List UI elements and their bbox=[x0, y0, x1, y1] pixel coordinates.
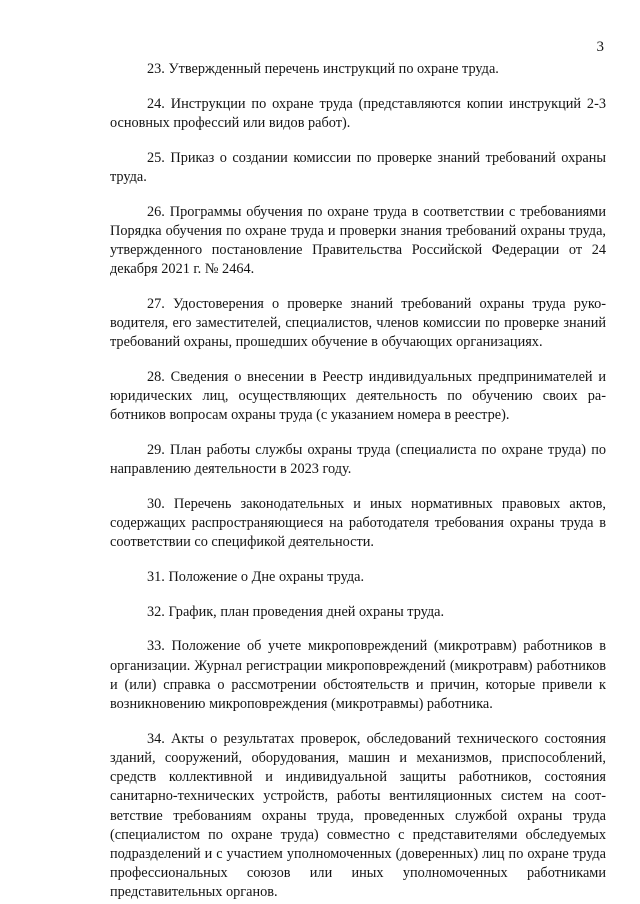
list-item-27: 27. Удостоверения о проверке знаний требований охраны труда руководителя, его заместителей, специалистов, членов комиссии по проверке знаний требований охраны, прошедших обучение в обучающих организациях. bbox=[110, 295, 606, 351]
document-list bbox=[110, 60, 606, 903]
list-item-29: 29. План работы службы охраны труда (специалиста по охране труда) по направлению деятельности в 2023 году. bbox=[110, 442, 606, 478]
list-item-30: 30. Перечень законодательных и иных нормативных правовых актов, содержащих распространяющиеся на работодателя требования охраны труда в соответствии со спецификой деятельности. bbox=[110, 495, 606, 551]
list-item-23: 23. Утвержденный перечень инструкций по охране труда. bbox=[147, 61, 499, 77]
page-number: 3 bbox=[596, 39, 604, 55]
list-item-26: 26. Программы обучения по охране труда в соответствии с требованиями Порядка обучения по охране труда и проверки знания требований охраны труда, утвержденного постановление Правительства Российской Федерации от 24 декабря 2021 г. № 2464. bbox=[110, 203, 606, 278]
list-item-34: 34. Акты о результатах проверок, обследований технического состояния зданий, сооружений, оборудования, машин и механизмов, приспособлений, средств коллективной и индивидуальной защиты работников, состояния санитарно-технических устройств, работы вентиляционных систем на соответствие требованиям охраны труда, проведенных службой охраны труда (специалистом по охране труда) совместно с представителями обследуемых подразделений и с участием уполномоченных (доверенных) лиц по охране труда профессиональных союзов или иных уполномоченных работниками представительных органов. bbox=[110, 730, 606, 901]
list-item-31: 31. Положение о Дне охраны труда. bbox=[147, 569, 365, 586]
list-item-25: 25. Приказ о создании комиссии по проверке знаний требований охраны труда. bbox=[110, 149, 606, 185]
list-item-32: 32. График, план проведения дней охраны труда. bbox=[147, 603, 445, 620]
list-item-24: 24. Инструкции по охране труда (представляются копии инструкций 2-3 основных профессий или видов работ). bbox=[110, 95, 606, 131]
list-item-33: 33. Положение об учете микроповреждений (микротравм) работников в организации. Журнал регистрации микроповреждений (микротравм) работников и (или) справка о рассмотрении обстоятельств и причин, которые привели к возникновению микроповреждения (микротравмы) работника. bbox=[110, 638, 606, 713]
list-item-28: 28. Сведения о внесении в Реестр индивидуальных предпринимателей и юридических лиц, осуществляющих деятельность по обучению своих работников вопросам охраны труда (с указанием номера в реестре). bbox=[110, 368, 606, 424]
